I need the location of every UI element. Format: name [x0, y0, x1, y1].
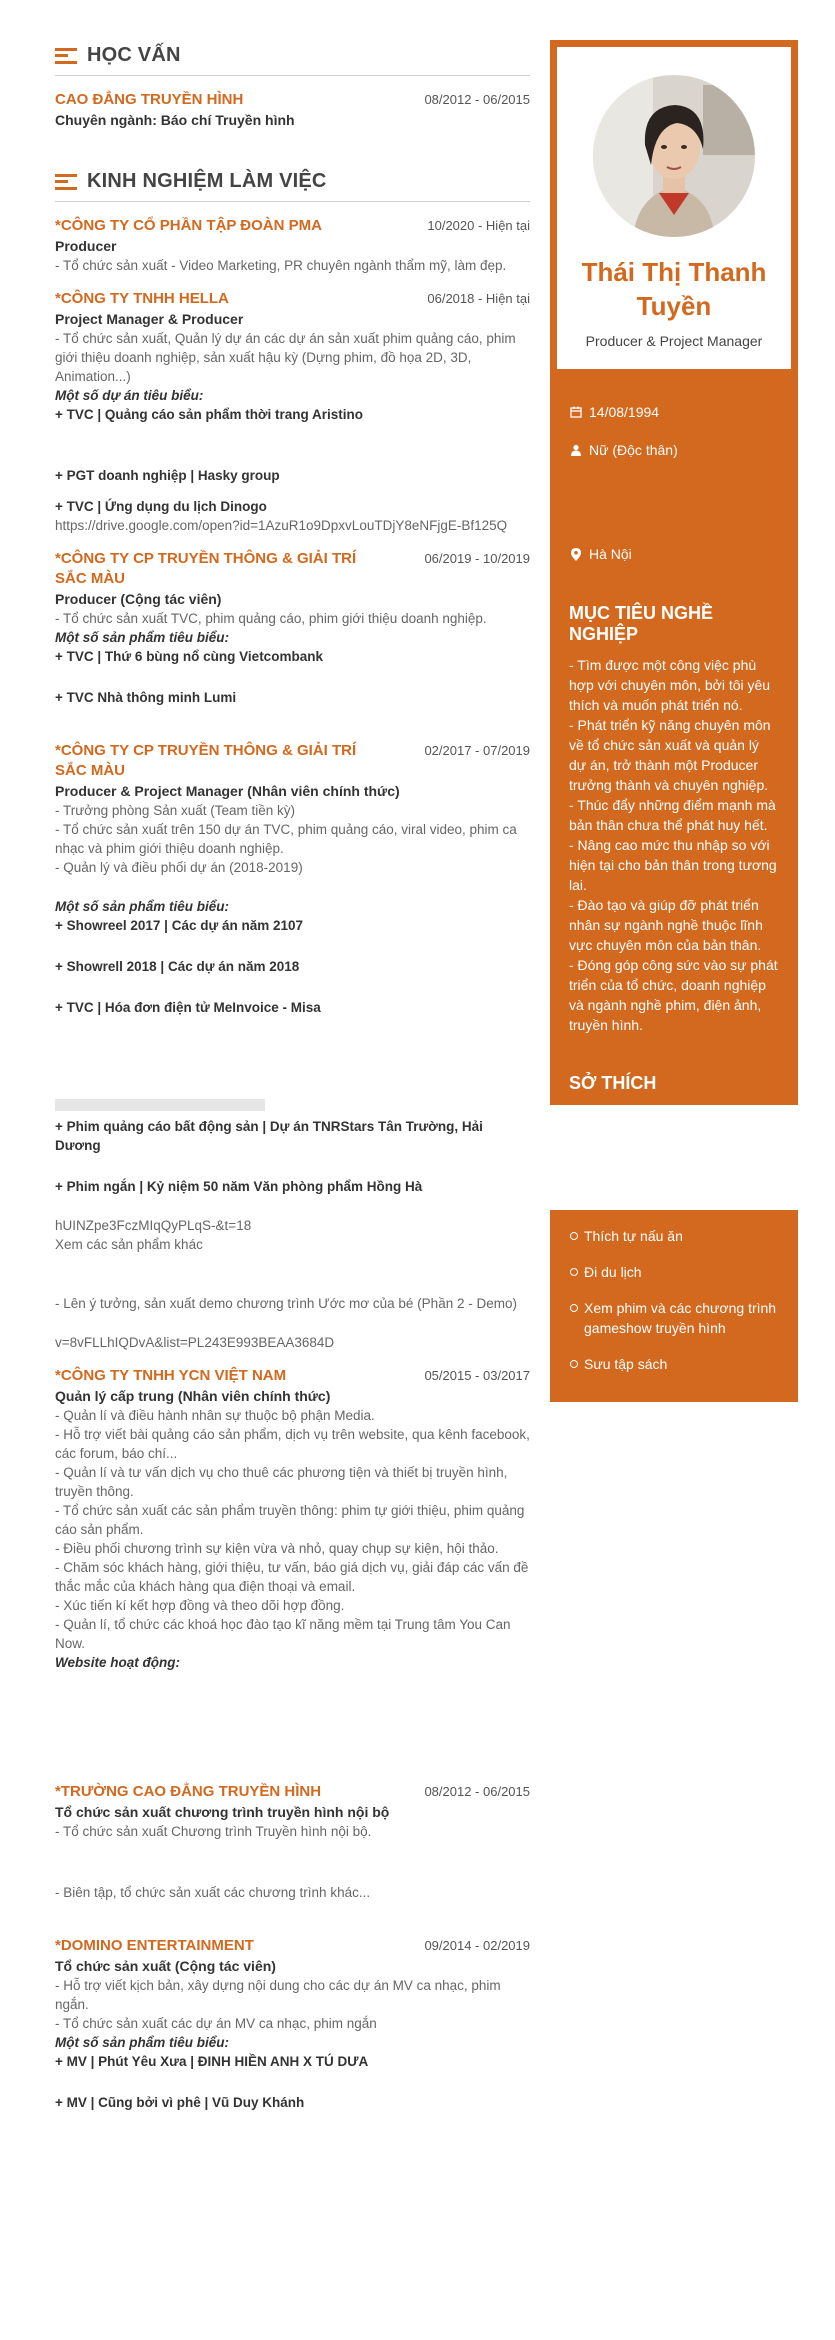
website-subheading: Website hoạt động:: [55, 1655, 180, 1670]
products-subheading: Một số sản phẩm tiêu biểu:: [55, 2035, 230, 2050]
desc-line: - Tổ chức sản xuất Chương trình Truyền hình nội bộ.: [55, 1824, 372, 1839]
job-description: [55, 1976, 530, 2033]
product-item: + TVC | Hóa đơn điện tử MeInvoice - Misa: [55, 1000, 321, 1015]
hobby-item: Sưu tập sách: [570, 1354, 786, 1374]
desc-line: - Xúc tiến kí kết hợp đồng và theo dõi hợp đồng.: [55, 1598, 345, 1613]
date-range: 05/2015 - 03/2017: [424, 1368, 530, 1383]
goals-text: [557, 645, 791, 1035]
desc-line: - Quản lý và điều phối dự án (2018-2019): [55, 860, 303, 875]
desc-line: - Tổ chức sản xuất các sản phẩm truyền thông: phim tự giới thiệu, phim quảng cáo sản phẩm.: [55, 1503, 525, 1537]
major: Chuyên ngành: Báo chí Truyền hình: [55, 112, 295, 128]
product-item: + Showrell 2018 | Các dự án năm 2018: [55, 959, 300, 974]
gender-row: [569, 439, 779, 461]
hidden-link-placeholder: [55, 1099, 265, 1111]
job-description: - Tổ chức sản xuất TVC, phim quảng cáo, phim giới thiệu doanh nghiệp.: [55, 611, 487, 626]
company-name: *CÔNG TY CỔ PHẦN TẬP ĐOÀN PMA: [55, 217, 322, 234]
products-subheading: Một số sản phẩm tiêu biểu:: [55, 630, 230, 645]
job-title: Producer (Cộng tác viên): [55, 591, 222, 607]
goal-line: - Phát triển kỹ năng chuyên môn về tổ chức sản xuất và quản lý dự án, trở thành một Producer trưởng thành và chuyên nghiệp.: [569, 717, 771, 793]
product-item: + Showreel 2017 | Các dự án năm 2107: [55, 918, 304, 933]
desc-line: - Chăm sóc khách hàng, giới thiệu, tư vấn, báo giá dịch vụ, giải đáp các vấn đề thắc mắc của khách hàng qua điện thoại và email.: [55, 1560, 529, 1594]
hobby-item: Xem phim và các chương trình gameshow truyền hình: [570, 1298, 786, 1338]
job-description: [55, 1406, 530, 1653]
date-range: 06/2018 - Hiện tại: [427, 291, 530, 306]
product-link[interactable]: v=8vFLLhIQDvA&list=PL243E993BEAA3684D: [55, 1335, 335, 1350]
goal-line: - Tìm được một công việc phù hợp với chuyên môn, bởi tôi yêu thích và muốn phát triển nó.: [569, 657, 771, 713]
job-entry-sacmau-official: [55, 741, 530, 1352]
products-subheading: Một số sản phẩm tiêu biểu:: [55, 899, 230, 914]
project-link[interactable]: https://drive.google.com/open?id=1AzuR1o9DpxvLouTDjY8eNFjgE-Bf125Q: [55, 518, 508, 533]
location-row: [569, 543, 779, 565]
goal-line: - Nâng cao mức thu nhập so với hiện tại cho bản thân trong tương lai.: [569, 837, 777, 893]
job-entry-hella: [55, 289, 530, 535]
job-title: Project Manager & Producer: [55, 311, 244, 327]
hobby-item: Thích tự nấu ăn: [570, 1226, 786, 1246]
goal-line: - Đào tạo và giúp đỡ phát triển nhân sự ngành nghề thuộc lĩnh vực chuyên môn của bản thân.: [569, 897, 763, 953]
project-item: + PGT doanh nghiệp | Hasky group: [55, 468, 280, 483]
hobby-list: [570, 1226, 786, 1374]
list-icon: [55, 48, 77, 64]
section-title: KINH NGHIỆM LÀM VIỆC: [87, 170, 327, 192]
date-range: 06/2019 - 10/2019: [424, 551, 530, 566]
job-entry-sacmau-ctv: [55, 549, 530, 727]
map-marker-icon: [569, 548, 583, 561]
desc-line: - Tổ chức sản xuất các dự án MV ca nhạc, phim ngắn: [55, 2016, 377, 2031]
desc-line: - Điều phối chương trình sự kiện vừa và nhỏ, quay chụp sự kiện, hội thảo.: [55, 1541, 499, 1556]
goal-line: - Thúc đẩy những điểm mạnh mà bản thân chưa thể phát huy hết.: [569, 797, 776, 833]
hobby-item: Đi du lịch: [570, 1262, 786, 1282]
job-title: Tổ chức sản xuất chương trình truyền hình nội bộ: [55, 1804, 390, 1820]
desc-line: - Quản lí, tổ chức các khoá học đào tạo kĩ năng mềm tại Trung tâm You Can Now.: [55, 1617, 511, 1651]
desc-line: - Hỗ trợ viết bài quảng cáo sản phẩm, dịch vụ trên website, qua kênh facebook, các forum, báo chí...: [55, 1427, 530, 1461]
section-title: HỌC VẤN: [87, 44, 181, 66]
school-name: CAO ĐẲNG TRUYỀN HÌNH: [55, 91, 244, 108]
location: Hà Nội: [589, 546, 632, 562]
avatar: [593, 75, 755, 237]
desc-line: - Tổ chức sản xuất trên 150 dự án TVC, phim quảng cáo, viral video, phim ca nhạc và phim giới thiệu doanh nghiệp.: [55, 822, 517, 856]
job-title: Tổ chức sản xuất (Cộng tác viên): [55, 1958, 276, 1974]
desc-line: - Biên tập, tổ chức sản xuất các chương trình khác...: [55, 1885, 371, 1900]
candidate-name: Thái Thị Thanh Tuyền: [581, 257, 767, 321]
sidebar: [550, 40, 798, 1372]
company-name: *CÔNG TY TNHH HELLA: [55, 290, 229, 307]
user-icon: [569, 444, 583, 456]
job-title: Quản lý cấp trung (Nhân viên chính thức): [55, 1388, 331, 1404]
projects-subheading: Một số dự án tiêu biểu:: [55, 388, 204, 403]
gender: Nữ (Độc thân): [589, 442, 678, 458]
hobbies-panel: [550, 1210, 798, 1402]
calendar-icon: [569, 406, 583, 418]
date-range: 09/2014 - 02/2019: [424, 1938, 530, 1953]
job-description: [55, 801, 530, 877]
job-description: - Tổ chức sản xuất, Quản lý dự án các dự án sản xuất phim quảng cáo, phim giới thiệu doanh nghiệp, sản xuất hậu kỳ (Dựng phim, đồ họa 2D, 3D, Animation...): [55, 331, 516, 384]
project-item: + TVC | Ứng dụng du lịch Dinogo: [55, 499, 267, 514]
product-item: + MV | Phút Yêu Xưa | ĐINH HIỀN ANH X TÚ DƯA: [55, 2054, 369, 2069]
desc-line: - Trưởng phòng Sản xuất (Team tiền kỳ): [55, 803, 296, 818]
product-item: + TVC | Thứ 6 bùng nổ cùng Vietcombank: [55, 649, 323, 664]
experience-section: [55, 162, 530, 2126]
job-description: - Tổ chức sản xuất - Video Marketing, PR chuyên ngành thẩm mỹ, làm đẹp.: [55, 258, 507, 273]
profile-panel: [550, 40, 798, 1105]
job-entry-domino: [55, 1936, 530, 2112]
date-range: 02/2017 - 07/2019: [424, 743, 530, 758]
company-name: *CÔNG TY CP TRUYỀN THÔNG & GIẢI TRÍ SẮC MÀU: [55, 742, 357, 779]
desc-line: - Lên ý tưởng, sản xuất demo chương trình Ước mơ của bé (Phần 2 - Demo): [55, 1296, 517, 1311]
list-icon: [55, 174, 77, 190]
product-item: + Phim quảng cáo bất động sản | Dự án TNRStars Tân Trường, Hải Dương: [55, 1119, 483, 1153]
job-entry-college: [55, 1782, 530, 1922]
job-entry-ycn: [55, 1366, 530, 1768]
date-range: 10/2020 - Hiện tại: [427, 218, 530, 233]
goal-line: - Đóng góp công sức vào sự phát triển của tổ chức, doanh nghiệp và ngành nghề phim, điện ảnh, truyền hình.: [569, 957, 778, 1033]
birthday: 14/08/1994: [589, 404, 660, 420]
product-item: + MV | Cũng bởi vì phê | Vũ Duy Khánh: [55, 2095, 305, 2110]
product-item: + TVC Nhà thông minh Lumi: [55, 690, 237, 705]
project-item: + TVC | Quảng cáo sản phẩm thời trang Aristino: [55, 407, 364, 422]
date-range: 08/2012 - 06/2015: [424, 1784, 530, 1799]
hobbies-heading: SỞ THÍCH: [569, 1073, 657, 1093]
candidate-title: Producer & Project Manager: [585, 333, 763, 349]
job-entry-pma: [55, 216, 530, 275]
personal-info: [557, 369, 791, 565]
desc-line: - Quản lí và điều hành nhân sự thuộc bộ phận Media.: [55, 1408, 375, 1423]
company-name: *DOMINO ENTERTAINMENT: [55, 1937, 254, 1954]
profile-card: [557, 47, 791, 369]
company-name: *CÔNG TY CP TRUYỀN THÔNG & GIẢI TRÍ SẮC MÀU: [55, 550, 357, 587]
goals-heading: MỤC TIÊU NGHỀ NGHIỆP: [569, 603, 713, 644]
birthday-row: [569, 401, 779, 423]
experience-header: [55, 162, 530, 202]
portrait-image: [593, 75, 755, 237]
job-title: Producer & Project Manager (Nhân viên chính thức): [55, 783, 400, 799]
date-range: 08/2012 - 06/2015: [424, 92, 530, 107]
education-entry: [55, 90, 530, 130]
desc-line: - Hỗ trợ viết kịch bản, xây dựng nội dung cho các dự án MV ca nhạc, phim ngắn.: [55, 1978, 501, 2012]
education-section: [55, 36, 530, 144]
education-header: [55, 36, 530, 76]
product-item: + Phim ngắn | Kỷ niệm 50 năm Văn phòng phẩm Hồng Hà: [55, 1179, 423, 1194]
product-link[interactable]: hUINZpe3FczMIqQyPLqS-&t=18: [55, 1218, 252, 1233]
company-name: *CÔNG TY TNHH YCN VIỆT NAM: [55, 1367, 287, 1384]
job-title: Producer: [55, 238, 117, 254]
desc-line: - Quản lí và tư vấn dịch vụ cho thuê các phương tiện và thiết bị truyền hình, truyền thông.: [55, 1465, 508, 1499]
company-name: *TRƯỜNG CAO ĐẲNG TRUYỀN HÌNH: [55, 1783, 322, 1800]
more-products-link[interactable]: Xem các sản phẩm khác: [55, 1237, 203, 1252]
